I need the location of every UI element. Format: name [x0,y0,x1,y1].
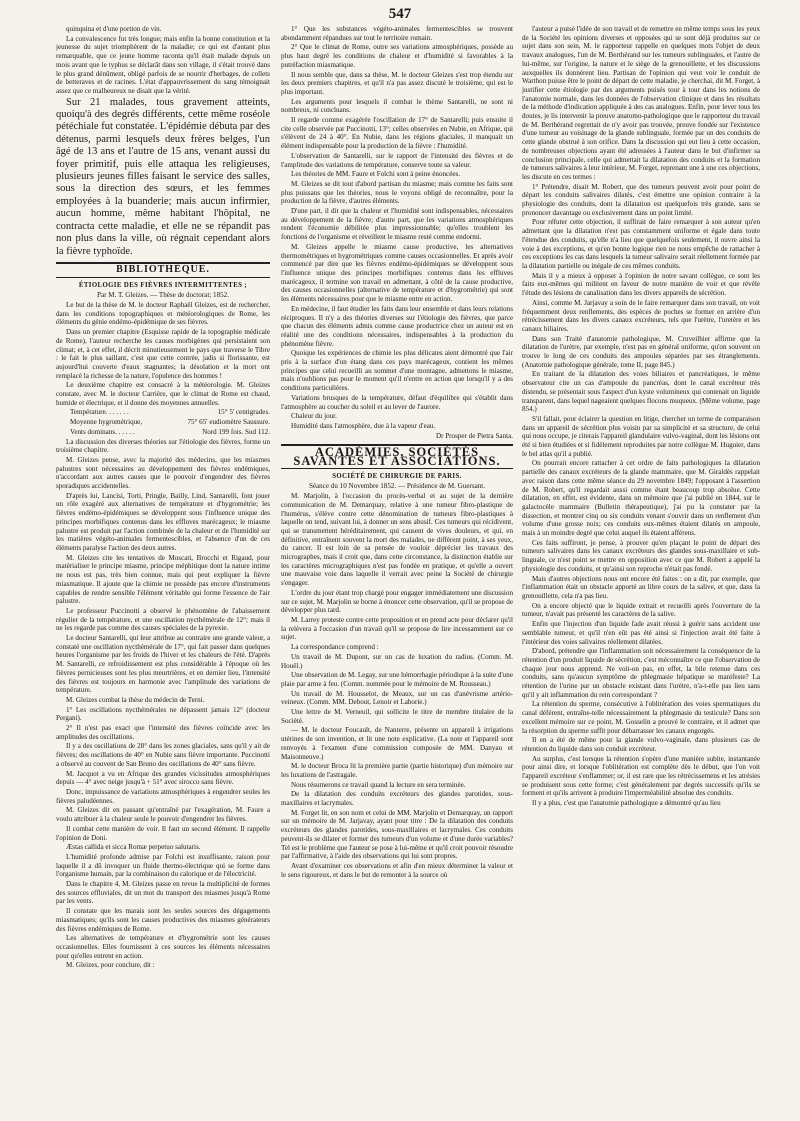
paragraph: La discussion des diverses théories sur l'étiologie des fièvres, forme un troisième chapitre. [56,437,270,455]
stat-value: 75° 65' eudiomètre Saussure. [187,418,270,427]
stat-label: Vents dominans. . . . . . [70,427,135,436]
case-report-intro [56,25,270,96]
paragraph: M. Gleizes cite les tentatives de Moscati, Brocchi et Rigaud, pour matérialiser le principe miasme, principe méphitique dont la nature intime ne nous est pas, très bien connue, mais qui peut expliquer la fièvre miasmatique. Il ajoute que la chimie ne possède pas encore d'instruments capables de rendre sensible l'élément véritable qui forme l'essence de l'air palustre. [56,553,270,606]
paragraph: D'abord, prétendre que l'inflammation soit nécessairement la conséquence de la rétention d'un produit liquide de sécrétion, c'est méconnaître ce que l'observation de chaque jour nous apprend. Ne voit-on pas, en effet, la bile retenue dans ces conduits, sans qu'aucun symptôme de phlegmasie hépatique se manifeste? La rétention de l'urine par un obstacle existant dans l'urètre, n'a-t-elle pas lieu sans qu'il y ait inflammation du rein correspondant ? [522,647,760,699]
paragraph: La correspondance comprend : [291,643,379,652]
paragraph: Un travail de M. Dupont, sur un cas de luxation du radius. (Comm. M. Houël.) [281,652,513,670]
paragraph: S'il fallait, pour éclairer la question en litige, chercher un terme de comparaison dans un appareil de sécrétion plus voisin par sa simplicité et sa structure, de celui qui nous occupe, je citerais l'appareil glandulaire vulvo-vaginal, dont les lésions ont été si bien étudiées et si fidèlement reproduites par notre collègue M. Huguier, dans le bel atlas qu'il a publié. [522,414,760,458]
paragraph: Humidité dans l'atmosphère, due à la vapeur d'eau. [291,421,436,430]
paragraph: Le docteur Santarelli, qui leur attribue au contraire une grande valeur, a constaté une oscillation nycthémérale de 17°, qui fait passer dans quelques heures l'organisme par les froids de l'hiver et les chaleurs de l'été. D'après M. Santarelli, ce refroidissement est plus considérable à l'époque où les fièvres pernicieuses sont les plus meurtrières, et en dernier lieu, l'intensité des fièvres est toujours en harmonie avec l'amplitude des variations de température. [56,634,270,695]
paragraph: Pour réfuter cette objection, il suffirait de faire remarquer à son auteur qu'en admettant que la dilatation n'est pas constamment uniforme et égale dans toute l'étendue des conduits, qu'elle n'a lieu que quelquefois seulement, il ouvre ainsi la voie à des exceptions, et qu'en bonne logique rien ne nous empêche de rattacher à ces exceptions les cas dans lesquels la tumeur salivaire serait réellement formée par la dilatation partielle ou inégale de ces mêmes conduits. [522,218,760,270]
paragraph: L'observation de Santarelli, sur le rapport de l'intensité des fièvres et de l'amplitude des variations de température, conserve toute sa valeur. [281,151,513,169]
stat-label: Température. . . . . . . [70,408,129,417]
paragraph: Mais d'autres objections nous ont encore été faites : on a dit, par exemple, que l'inflammation était un obstacle apporté au libre cours de la salive, et que, dans la grenouillette, cela n'a pas lieu. [522,574,760,600]
paragraph: M. Jacquot a vu en Afrique des grandes vicissitudes atmosphériques depuis — 4° avec neige jusqu'à + 51° avec sirocco sans fièvre. [56,769,270,787]
paragraph: M. Marjolin, à l'occasion du procès-verbal et au sujet de la dernière communication de M. Demarquay, relative à une tumeur fibro-plastique de l'humérus, s'élève contre cette dénomination de tumeurs fibro-plastiques à laquelle on tend, suivant lui, à donner un sens abusif. Ces tumeurs qui récidivent, qui se transmettent héréditairement, qui causent de vives douleurs, et qui, en définitive, entraînent souvent la mort des malades, ne diffèrent point, à ses yeux, du cancer. Il est loin de sa pensée de vouloir déprécier les travaux des micrographes, mais il croit que, dans cette circonstance, la distinction établie sur les caractères micrographiques n'est pas fondée en pratique, et qu'elle a ouvert une mauvaise voie dans laquelle il verrait avec peine la Société de chirurgie s'engager. [281,492,513,588]
paragraph: Le but de la thèse de M. le docteur Raphaël Gleizes, est de rechercher, dans les conditions topographiques et météorologiques de Rome, les éléments du génie endémo-épidémique de ses fièvres. [56,301,270,327]
paragraph: On a encore objecté que le liquide extrait et recueilli après l'ouverture de la tumeur, n'avait pas présenté les caractères de la salive. [522,601,760,619]
paragraph: l'auteur a puisé l'idée de son travail et de remettre en même temps sous les yeux de la Société les opinions diverses et opposées qui se sont déjà produites sur ce sujet dans son sein, M. le rapporteur rappelle en quelques mots l'objet de deux travaux analogues, l'un de M. Berthérand sur les tumeurs sublinguales, et l'autre de lui-même, sur l'origine, la nature et le siège de la grenouillette, et les discussions auxquelles ils donnèrent lieu. Partisan de l'opinion qui veut voir le conduit de Warthon puisse être le point de départ de cette maladie, je cherchai, dit M. Forget, à justifier cette étiologie par des arguments puisés tour à tour dans les notions de l'anatomie normale, dans les données de l'observation clinique et dans les résultats de la méthode d'indication appliquée à des cas analogues. Enfin, pour lever tous les doutes, je lis intervenir la preuve anatomo-pathologique que le rapporteur du travail de M. Berthérand regrettait de n'y avoir pas trouvée, preuve fondée sur l'existence d'une tumeur au voisinage de la glande sublinguale, formée par un des conduits de cette glande obstrué à son orifice. Dans la discussion qui eut lieu à cette occasion, de nombreuses objections ayant été adressées à l'auteur dans le but d'infirmer sa conclusion principale, celle qui admettait la dilatation des conduits et la formation de tumeurs salivaires à leur intérieur, M. Forget, reprenant une à une ces objections, les discute en ces termes : [522,25,760,181]
paragraph: Les alternatives de température et d'hygrométrie sont les causes occasionnelles. Elles fournissent à ces sources les éléments nécessaires pour qu'elles entrent en action. [56,934,270,960]
paragraph: Donc, impuissance de variations atmosphériques à engendrer seules les fièvres paludéennes. [56,787,270,805]
session-minutes [281,492,513,879]
review-conclusion [281,25,513,431]
paragraph: M. Gleizes appelle le miasme cause productive, les alternatives thermométriques et hygrométriques comme causes occasionnelles. Et après avoir commencé par dire que les fièvres endémo-épidémiques se développent sous l'influence unique des principes morbifiques contenus dans les effluves marécageux, il termine son travail en admettant, à côté de la cause productive, des causes occasionnelles (alternative de température et d'hygrométrie) qui sont les éléments nécessaires pour que le miasme entre en action. [281,242,513,304]
society-name: SOCIÉTÉ DE CHIRURGIE DE PARIS. [332,472,462,480]
paragraph: Il combat cette manière de voir. Il faut un second élément. Il rappelle l'opinion de Doni. [56,824,270,842]
stat-label: Moyenne hygrométrique, [70,418,143,427]
climate-stats [56,408,270,436]
paragraph: 1° Prétendre, disait M. Robert, que des tumeurs peuvent avoir pour point de départ les conduits salivaires dilatés, c'est émettre une opinion contraire à la physiologie des conduits, dont la dilatation est quelquefois très grande, sans se prononcer davantage ou exclusivement dans un point limité. [522,182,760,217]
paragraph: M. Gleizes pense, avec la majorité des médecins, que les miasmes palustres sont nécessaires au développement des fièvres endémiques, n'accordant aux autres causes que le pouvoir d'engendrer des fièvres sporadiques accidentelles. [56,455,270,491]
stat-value: 15° 5' centigrades. [217,408,270,417]
paragraph: Avant d'examiner ces observations et afin d'en mieux déterminer la valeur et le sens rigoureux, et dans le but de remonter à la source où [281,861,513,879]
stat-value: Nord 199 fois. Sud 112. [202,427,270,436]
review-body-b [56,438,270,970]
paragraph: M. Larrey proteste contre cette proposition et en prend acte pour déclarer qu'il la relèvera à l'occasion d'un travail qu'il se propose de lire incessamment sur ce sujet. [281,616,513,642]
paragraph: Le deuxième chapitre est consacré à la météorologie. M. Gleizes constate, avec M. le docteur Carrière, que le climat de Rome est chaud, humide et électrique, et il donne des moyennes annuelles. [56,381,270,407]
paragraph: Une observation de M. Legay, sur une hémorrhagie périodique à la suite d'une plaie par arme à feu. (Comm. nommée pour le mémoire de M. Rousseau.) [281,671,513,688]
paragraph: Au surplus, c'est lorsque la rétention s'opère d'une manière subite, instantanée pour ainsi dire, et lorsque l'oblitération est complète dès le début, que l'on voit l'appareil excréteur s'enflammer; or, il est rare que les rétrécissemens et les atrésies se produisent sous cette forme; c'est généralement par degrés successifs qu'ils se forment et qu'ils arrivent à produire l'imperméabilité absolue des conduits. [522,754,760,798]
paragraph: En médecine, il faut étudier les faits dans leur ensemble et dans leurs relations réciproques. Il n'y a des théories diverses sur l'étiologie des fièvres, que parce que chacun des éléments admis comme cause productrice chez un auteur est en réalité une des conditions nécessaires, indispensables à la production du phénomène fièvre. [281,304,513,348]
paragraph: Il constate que les marais sont les seules sources des dégagements miasmatiques; qu'ils sont les causes productives des miasmes générateurs des fièvres endémiques de Rome. [56,907,270,933]
section-academies: ACADÉMIES, SOCIÉTÉS SAVANTES ET ASSOCIATIONS. [281,444,513,468]
paragraph: Mais il y a mieux à opposer à l'opinion de notre savant collègue, ce sont les faits eux-mêmes qui militent en faveur de notre manière de voir et que révèle l'étude des lésions de canalisation dans les divers appareils de sécrétion. [522,271,760,298]
paragraph: Dans un premier chapitre (Esquisse rapide de la topographie médicale de Rome), l'auteur recherche les causes morbigènes qui persistaient son climat; et, à cet effet, il décrit minutieusement le pays que traverse le Tibre : le fait le plus saillant, c'est que cette contrée, jadis si florissante, est aujourd'hui couverte d'eaux stagnantes; la désolation et la mort ont remplacé la richesse de la nature, l'opulence des hommes ! [56,328,270,380]
paragraph: Chaleur du jour. [291,412,337,421]
paragraph: Il regarde comme exagérée l'oscillation de 17° de Santarelli; puis ensuite il cite celle observée par Puccinotti, 13°; celles observées en Nubie, en Afrique, qui s'élèvent de 24 à 40°. En Nubie, dans les régions glaciales, il manquait un élément indispensable pour la production de la fièvre : l'humidité. [281,116,513,151]
paragraph: Il y a plus, c'est que l'anatomie pathologique a démontré qu'au lieu [532,799,721,808]
review-subtitle: ÉTIOLOGIE DES FIÈVRES INTERMITTENTES ; [78,281,248,289]
paragraph: M. Gleizes combat la thèse du médecin de Terni. [66,695,205,704]
paragraph: Une lettre de M. Verneuil, qui sollicite le titre de membre titulaire de la Société. [281,708,513,725]
paragraph: Il en a été de même pour la glande vulvo-vaginale, dans plusieurs cas de rétention du liquide dans son conduit excréteur. [522,736,760,753]
paragraph: M. le docteur Broca lit la première partie (partie historique) d'un mémoire sur les luxations de l'astragale. [281,762,513,779]
paragraph: 2° Que le climat de Rome, outre ses variations atmosphériques, possède au plus haut degré les conditions de chaleur et d'humidité si favorables à la putréfaction miasmatique. [281,43,513,69]
paragraph: M. Gleizes se dit tout d'abord partisan du miasme; mais comme les faits sont plus puissans que les théories, nous le voyons obligé de reconnaître, pour la production de la fièvre, d'autres éléments. [281,179,513,206]
epidemic-paragraph: Sur 21 malades, tous gravement atteints, quoiqu'à des degrés différents, cette même roséole pétéchiale fut constatée. L'épidémie débuta par des détenus, parmi lesquels deux frères belges, l'un âgé de 13 ans et l'autre de 15 ans, venant aussi du foyer primitif, puis elle attaqua les religieuses, plusieurs jeunes filles faisant le service des salles, sous la direction des sœurs, et les femmes employées à la buanderie; mais aucun infirmier, aucun homme, même habitant l'hôpital, ne contracta cette maladie, et elle ne se répandit pas non plus dans la ville, où régnait cependant alors la fièvre typhoïde. [56,96,270,257]
paragraph: Le professeur Puccinotti a observé le phénomène de l'abaissement régulier de la température, et une oscillation nycthémérale de 12°; mais il ne les regarde pas comme des causes spéciales de la pyrexie. [56,606,270,633]
paragraph: 1° Que les substances végéto-animales fermentescibles se trouvent abondamment répandues sur tout le territoire romain. [281,25,513,42]
paragraph: Ces faits suffiront, je pense, à prouver qu'en plaçant le point de départ des tumeurs salivaires dans les canaux excréteurs des glandes sous-maxillaire et sub-linguale, ce n'est point se mettre en opposition avec ce que M. Robert a appelé la physiologie des conduits, et qu'ainsi son reproche n'était pas fondé. [522,538,760,573]
paragraph: En traitant de la dilatation des voies biliaires et pancréatiques, le même observateur cite un cas d'ampoule du pancréas, dont le canal excréteur très distendu, se présentait sous l'aspect d'un kyste volumineux qui contenait un liquide transparent, dans lequel nageaient quelques flocons muqueux. (Même volume, page 854.) [522,370,760,414]
paragraph: Il y a des oscillations de 28° dans les zones glaciales, sans qu'il y ait de fièvres; des oscillations de 40° en Nubie sans fièvre importante. Puccinotti a observé au couvent de San Bruno des oscillations de 40° sans fièvre. [56,742,270,768]
column-right [522,25,760,1113]
paragraph: Dans le chapitre 4, M. Gleizes passe en revue la multiplicité de formes des sources effluviales, dit un mot du transport des miasmes jusqu'à Rome par les vents. [56,880,270,906]
paragraph: L'humidité profonde admise par Folchi est insuffisante, raison pour laquelle il a dû invoquer un fluide thermo-électrique qui se forme dans l'organisme humain, par la combinaison du calorique et de l'électricité. [56,852,270,879]
session-line: Séance du 10 Novembre 1852. — Présidence de M. Guersant. [308,482,486,491]
paragraph: Les arguments pour lesquels il combat le thème Santarelli, ne sont ni nombreux, ni concluans. [281,97,513,115]
review-body-a [56,301,270,407]
paragraph: Enfin que l'injection d'un liquide fade avait réussi à guérir sans accident une semblable tumeur, et qu'il n'en eût pas été ainsi si l'injection avait été faite à l'intérieur des voies salivaires réellement dilatées. [522,620,760,646]
section-bibliotheque: BIBLIOTHÈQUE. [56,262,270,278]
paragraph: D'après lui, Lancisi, Torti, Pringle, Bailly, Lind, Santarelli, font jouer un rôle exagéré aux alternatives de température et d'hygrométrie; les fièvres endémo-épidémiques se développent sous l'influence unique des principes morbifiques contenus dans les effluves marécageux; le miasme palustre est produit par l'action combinée de la chaleur et de l'humidité sur les matières végéto-animales fermentescibles, et l'absence d'un de ces éléments paralyse l'action des deux autres. [56,491,270,552]
paragraph: M. Gleizes dit en passant qu'entraîné par l'exagération, M. Faure a voulu attribuer à la chaleur seule le pouvoir d'engendrer les fièvres. [56,806,270,824]
paragraph: 1° Les oscillations nycthémérales ne dépassent jamais 12° (docteur Pergani). [56,705,270,723]
stat-row [56,408,270,417]
column-middle [281,25,513,1113]
paragraph: Un travail de M. Housselot, de Meaux, sur un cas d'anévrisme artério-veineux. (Comm. MM. Debout, Lenoir et Laborie.) [281,689,513,707]
paragraph: 2° Il n'est pas exact que l'intensité des fièvres coïncide avec les amplitudes des oscillations. [56,724,270,741]
paragraph: D'une part, il dit que la chaleur et l'humidité sont indispensables, nécessaires au développement de la fièvre; d'autre part, que les variations atmosphériques rendent l'économie débilitée plus impressionnable; qu'elles troublent les fonctions de l'organisme et réveillent le miasme resté comme endormi. [281,207,513,242]
paragraph: Æstas callida et sicca Romæ perpetuo salutaris. [66,843,201,852]
report-continuation [522,25,760,808]
paragraph: On pourrait encore rattacher à cet ordre de faits pathologiques la dilatation partielle des canaux excréteurs de la glande mammaire, que M. Giraldès rappelait avec raison dans cette même séance du 29 novembre 1849; l'opposant à l'assertion de M. Robert, qu'il regardait aussi comme étant beaucoup trop absolue. Cette dilatation, en effet, est évidente, dans un mémoire que j'ai publié en 1844, sur le galactocèle mammaire (Bulletin thérapeutique), j'ai pu la constater par la dissection, et montrer cinq ou six conduits venant s'ouvrir dans un renflement d'un volume d'une grosse noix; ces conduits eux-mêmes étaient dilatés en ampoule, mais à un moindre degré que celui auquel ils étaient afférens. [522,459,760,538]
column-left [56,25,270,1113]
paragraph: Nous résumerons ce travail quand la lecture en sera terminée. [291,780,466,789]
stat-row [56,418,270,427]
paragraph: Dans son Traité d'anatomie pathologique, M. Cruveilhier affirme que la dilatation de l'urètre, par exemple, n'est pas en général uniforme, qu'on souvent on trouve le long de ces conduits des ampoules séparées par ses étranglements. (Anatomie pathologique générale, tome II, page 845.) [522,334,760,369]
paragraph: Ainsi, comme M. Jarjavay a soin de le faire remarquer dans son travail, on voit fréquemment deux renflements, des espèces de poches se former en arrière d'un rétrécissement dans les divers canaux excréteurs, tels que l'urètre, l'uretère et les canaux biliaires. [522,298,760,333]
paragraph: Quoique les expériences de chimie les plus délicates aient démontré que l'air pris à la surface d'un étang dans ces pays marécageux, contient les mêmes principes que celui recueilli au sommet d'une montagne, admettons le miasme, mais n'oublions pas pour le moment qu'il n'entre en action que lorsqu'il y a des conditions particulières. [281,349,513,393]
paragraph: M. Gleizes, pour conclure, dit : [66,961,155,970]
review-byline: Par M. T. Gleizes. — Thèse de doctorat; 1852. [97,291,229,300]
paragraph: Variations brusques de la température, défaut d'équilibre qui s'établit dans l'atmosphère au coucher du soleil et au lever de l'aurore. [281,393,513,411]
stat-row [56,428,270,437]
paragraph: quinquina et d'une portion de vin. [66,25,162,33]
page-number: 547 [388,6,412,22]
paragraph: La rétention du sperme, consécutive à l'oblitération des voies spermatiques du canal déférent, entraîne-telle nécessairement la phlegmasie du testicule? Dans son excellent mémoire sur ce point, M. Gosselin a prouvé le contraire, et il admet que la résorption du sperme suffit pour débarrasser les canaux engorgés. [522,700,760,735]
paragraph: La convalescence fut très longue; mais enfin la bonne constitution et la jeunesse du sujet triomphèrent de la maladie; ce qui est d'autant plus remarquable, que ce jeune homme raconta qu'il était malade depuis un mois avant que le typhus se déclarât dans son village, il s'était trouvé dans le plus grand dénûment, obligé parfois de se nourrir d'herbages, de collets de betteraves et de racines. L'état d'appauvrissement du sang témoignait assez que ce malheureux ne disait que la vérité. [56,34,270,95]
paragraph: L'ordre du jour étant trop chargé pour engager immédiatement une discussion sur ce sujet, M. Marjolin se borne à énoncer cette observation, qu'il se propose de développer plus tard. [281,588,513,615]
paragraph: Il nous semble que, dans sa thèse, M. le docteur Gleizes s'est trop étendu sur les deux premiers chapitres, et qu'il n'a pas assez discuté le troisième, qui est le plus important. [281,70,513,96]
paragraph: Les théories de MM. Faure et Folchi sont à peine énoncées. [291,170,461,179]
paragraph: — M. le docteur Foucault, de Nanterre, présente un appareil à irrigations utérines de son invention, et lit une note explicative. (La note et l'appareil sont renvoyés à l'examen d'une commission composée de MM. Danyau et Maisonneuve.) [281,726,513,761]
review-signature: Dr Prosper de Pietra Santa. [435,431,513,440]
paragraph: M. Forget lit, en son nom et celui de MM. Marjolin et Demarquay, un rapport sur un mémoire de M. Jarjavay, ayant pour titre : De la dilatation des conduits excréteurs des glandes parotides, sous-maxillaires et lacrymales. Ces conduits peuvent-ils se dilater et former des tumeurs d'un volume et d'une durée variables? Tel est le problème que l'auteur se pose à lui-même et qu'il croit pouvoir résoudre par l'affirmative, à l'aide des observations qui lui sont propres. [281,808,513,861]
paragraph: De la dilatation des conduits excréteurs des glandes parotides, sous-maxillaires et lacrymales. [281,790,513,808]
